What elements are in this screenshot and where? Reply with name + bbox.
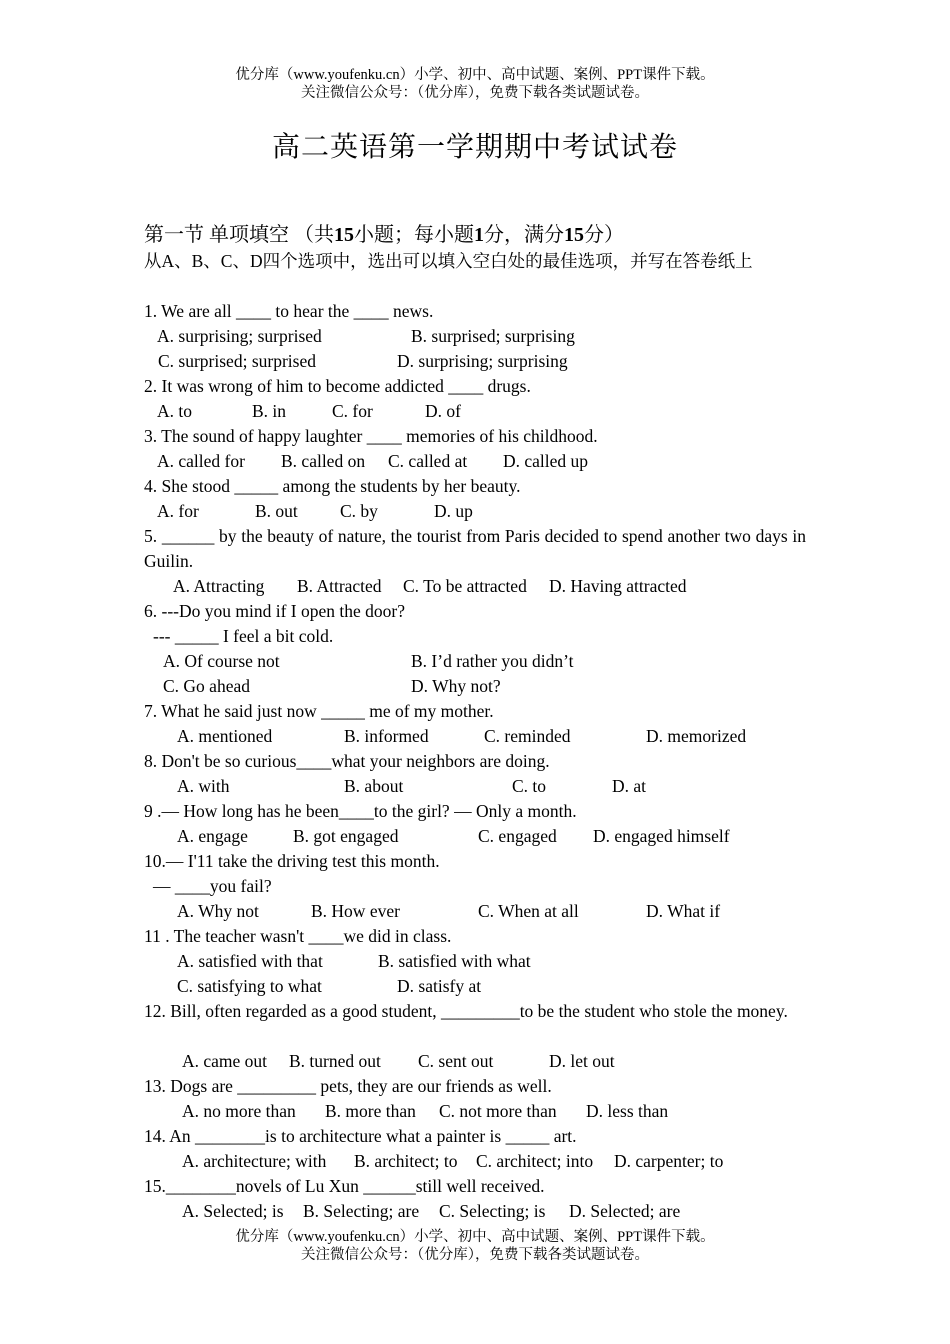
question-14: 14. An ________is to architecture what a painter is _____ art. <box>144 1126 577 1146</box>
option-b: B. surprised; surprising <box>411 326 575 346</box>
footer-line-1: 优分库（www.youfenku.cn）小学、初中、高中试题、案例、PPT课件下载。 <box>235 1229 715 1245</box>
question-3: 3. The sound of happy laughter ____ memories of his childhood. <box>144 426 598 446</box>
question-5: 5. ______ by the beauty of nature, the tourist from Paris decided to spend another two days in Guilin. <box>144 526 806 571</box>
option-c: C. architect; into <box>476 1151 594 1171</box>
option-a: A. Of course not <box>163 651 280 671</box>
options-row <box>144 824 806 849</box>
option-b: B. called on <box>281 451 366 471</box>
header-line-2: 关注微信公众号：（优分库），免费下载各类试题试卷。 <box>301 85 649 101</box>
question-10: 10.— I'11 take the driving test this month. <box>144 851 440 871</box>
option-d: D. What if <box>646 901 721 921</box>
option-c: C. for <box>332 401 373 421</box>
option-c: C. surprised; surprised <box>158 351 316 371</box>
question-7: 7. What he said just now _____ me of my mother. <box>144 701 494 721</box>
options-row <box>144 1149 806 1174</box>
option-a: A. satisfied with that <box>177 951 323 971</box>
question-10-reply: — ____you fail? <box>153 876 272 896</box>
option-a: A. with <box>177 776 230 796</box>
options-row <box>144 649 806 674</box>
options-row <box>144 574 806 599</box>
page-header <box>0 66 950 102</box>
option-a: A. to <box>157 401 192 421</box>
option-b: B. Attracted <box>297 576 382 596</box>
options-row <box>144 674 806 699</box>
option-d: D. Selected; are <box>569 1201 681 1221</box>
question-11: 11 . The teacher wasn't ____we did in class. <box>144 926 452 946</box>
question-13: 13. Dogs are _________ pets, they are our friends as well. <box>144 1076 552 1096</box>
options-row <box>144 499 806 524</box>
option-c: C. reminded <box>484 726 571 746</box>
question-12: 12. Bill, often regarded as a good student, _________to be the student who stole the money. <box>144 1001 788 1021</box>
option-b: B. out <box>255 501 298 521</box>
options-row <box>144 324 806 349</box>
option-a: A. Selected; is <box>182 1201 284 1221</box>
options-row <box>144 1199 806 1224</box>
option-a: A. called for <box>157 451 245 471</box>
option-b: B. Selecting; are <box>303 1201 420 1221</box>
option-c: C. satisfying to what <box>177 976 322 996</box>
options-row <box>144 724 806 749</box>
option-d: D. at <box>612 776 647 796</box>
options-row <box>144 774 806 799</box>
page-title: 高二英语第一学期期中考试试卷 <box>271 132 678 163</box>
option-c: C. Go ahead <box>163 676 250 696</box>
options-row <box>144 399 806 424</box>
options-row <box>144 1049 806 1074</box>
options-row <box>144 974 806 999</box>
option-a: A. Why not <box>177 901 259 921</box>
option-c: C. When at all <box>478 901 579 921</box>
question-6-reply: --- _____ I feel a bit cold. <box>153 626 334 646</box>
option-b: B. satisfied with what <box>378 951 531 971</box>
question-4: 4. She stood _____ among the students by her beauty. <box>144 476 521 496</box>
question-15: 15.________novels of Lu Xun ______still well received. <box>144 1176 545 1196</box>
option-d: D. Having attracted <box>549 576 687 596</box>
option-b: B. turned out <box>289 1051 381 1071</box>
option-c: C. Selecting; is <box>439 1201 546 1221</box>
option-b: B. in <box>252 401 287 421</box>
option-c: C. to <box>512 776 547 796</box>
option-a: A. mentioned <box>177 726 273 746</box>
option-d: D. called up <box>503 451 589 471</box>
option-a: A. for <box>157 501 199 521</box>
question-8: 8. Don't be so curious____what your neighbors are doing. <box>144 751 550 771</box>
option-b: B. How ever <box>311 901 400 921</box>
option-b: B. architect; to <box>354 1151 458 1171</box>
question-6: 6. ---Do you mind if I open the door? <box>144 601 405 621</box>
option-d: D. surprising; surprising <box>397 351 568 371</box>
option-c: C. To be attracted <box>403 576 527 596</box>
option-d: D. up <box>434 501 473 521</box>
question-1: 1. We are all ____ to hear the ____ news. <box>144 301 434 321</box>
section-instruction: 从A、B、C、D四个选项中，选出可以填入空白处的最佳选项，并写在答卷纸上 <box>144 251 753 271</box>
option-d: D. engaged himself <box>593 826 730 846</box>
option-b: B. I’d rather you didn’t <box>411 651 574 671</box>
options-row <box>144 949 806 974</box>
option-c: C. by <box>340 501 378 521</box>
option-c: C. not more than <box>439 1101 557 1121</box>
section-heading: 第一节 单项填空 （共15小题；每小题1分，满分15分） <box>144 224 624 246</box>
option-b: B. got engaged <box>293 826 399 846</box>
options-row <box>144 899 806 924</box>
option-d: D. less than <box>586 1101 669 1121</box>
question-9: 9 .— How long has he been____to the girl? — Only a month. <box>144 801 577 821</box>
option-d: D. of <box>425 401 461 421</box>
option-b: B. informed <box>344 726 429 746</box>
option-a: A. architecture; with <box>182 1151 327 1171</box>
options-row <box>144 349 806 374</box>
option-b: B. about <box>344 776 404 796</box>
options-row <box>144 449 806 474</box>
page-footer <box>0 1228 950 1264</box>
option-a: A. no more than <box>182 1101 296 1121</box>
footer-line-2: 关注微信公众号：（优分库），免费下载各类试题试卷。 <box>301 1247 649 1263</box>
option-a: A. Attracting <box>173 576 265 596</box>
option-a: A. came out <box>182 1051 268 1071</box>
header-line-1: 优分库（www.youfenku.cn）小学、初中、高中试题、案例、PPT课件下载。 <box>235 67 715 83</box>
question-2: 2. It was wrong of him to become addicted ____ drugs. <box>144 376 531 396</box>
option-c: C. sent out <box>418 1051 494 1071</box>
option-d: D. Why not? <box>411 676 501 696</box>
exam-content <box>144 222 806 1224</box>
option-a: A. surprising; surprised <box>157 326 322 346</box>
option-d: D. satisfy at <box>397 976 482 996</box>
option-c: C. engaged <box>478 826 557 846</box>
option-a: A. engage <box>177 826 248 846</box>
option-d: D. let out <box>549 1051 615 1071</box>
option-d: D. memorized <box>646 726 747 746</box>
options-row <box>144 1099 806 1124</box>
option-c: C. called at <box>388 451 468 471</box>
option-b: B. more than <box>325 1101 416 1121</box>
option-d: D. carpenter; to <box>614 1151 724 1171</box>
